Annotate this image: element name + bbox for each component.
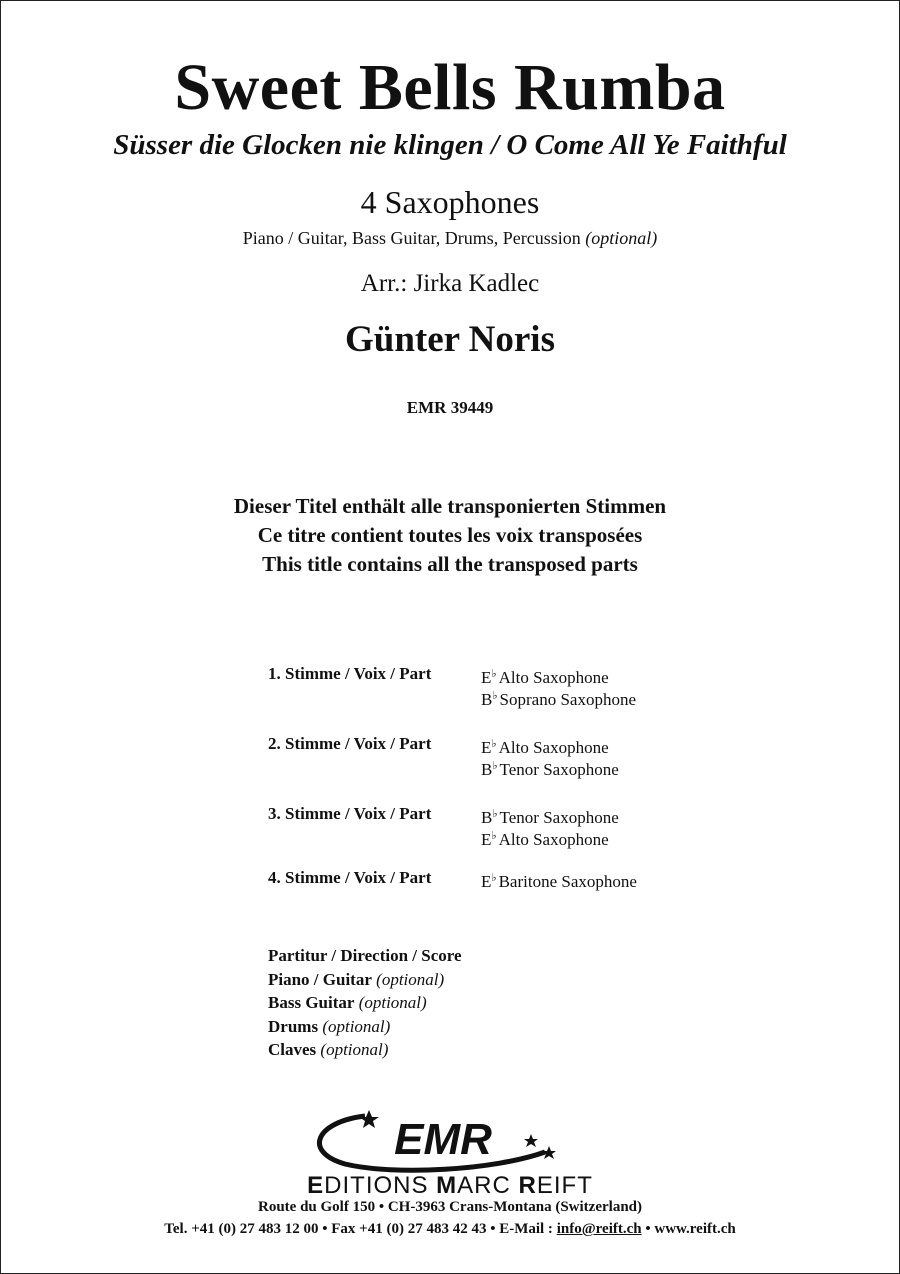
note-english: This title contains all the transposed parts [262,552,638,576]
part-4-instruments [481,869,637,891]
extra-part-piano-guitar: Piano / Guitar (optional) [268,969,445,989]
ensemble: 4 Saxophones [360,184,540,220]
instrumentation-list: Piano / Guitar, Bass Guitar, Drums, Percussion [242,228,581,248]
extra-part-claves: Claves (optional) [268,1040,389,1059]
part-4-instrument-1: E♭ Baritone Saxophone [481,872,637,891]
star-icon [524,1134,538,1147]
publisher-name: EDITIONS MARC REIFT [307,1172,593,1199]
part-2-instruments [481,735,619,779]
emr-logo [305,1108,565,1174]
star-icon [359,1110,379,1128]
star-icon [542,1146,556,1159]
part-3-label: 3. Stimme / Voix / Part [268,804,432,823]
extra-parts-list [268,944,462,1062]
extra-part-bass-guitar: Bass Guitar (optional) [268,993,427,1012]
part-2-instrument-1: E♭ Alto Saxophone [481,738,609,757]
part-3-instruments [481,805,619,849]
page-title: Sweet Bells Rumba [174,51,726,124]
email-link[interactable]: info@reift.ch [556,1221,642,1237]
publisher-contact: Tel. +41 (0) 27 483 12 00 • Fax +41 (0) 27 483 42 43 • E-Mail : info@reift.ch • www.reift.ch [164,1221,736,1237]
arranger: Arr.: Jirka Kadlec [360,270,540,297]
part-3-instrument-1: B♭ Tenor Saxophone [481,808,619,827]
publisher-address: Route du Golf 150 • CH-3963 Crans-Montana (Switzerland) [258,1199,642,1215]
part-2-instrument-2: B♭ Tenor Saxophone [481,760,619,779]
instrumentation [0,228,900,249]
logo-text: EMR [394,1115,492,1164]
subtitle: Süsser die Glocken nie klingen / O Come All Ye Faithful [113,129,787,161]
part-1-instrument-2: B♭ Soprano Saxophone [481,690,637,709]
part-1-label: 1. Stimme / Voix / Part [268,664,432,683]
composer: Günter Noris [344,319,555,360]
part-3-instrument-2: E♭ Alto Saxophone [481,830,609,849]
part-1-instrument-1: E♭ Alto Saxophone [481,668,609,687]
catalog-number: EMR 39449 [406,398,494,417]
part-4-label: 4. Stimme / Voix / Part [268,868,432,887]
extra-part-drums: Drums (optional) [268,1016,391,1036]
note-german: Dieser Titel enthält alle transponierten Stimmen [233,494,667,518]
part-2-label: 2. Stimme / Voix / Part [268,734,432,753]
extra-part-score: Partitur / Direction / Score [268,946,462,965]
note-french: Ce titre contient toutes les voix transposées [257,523,643,547]
optional-note: (optional) [585,228,658,248]
part-1-instruments [481,665,636,709]
